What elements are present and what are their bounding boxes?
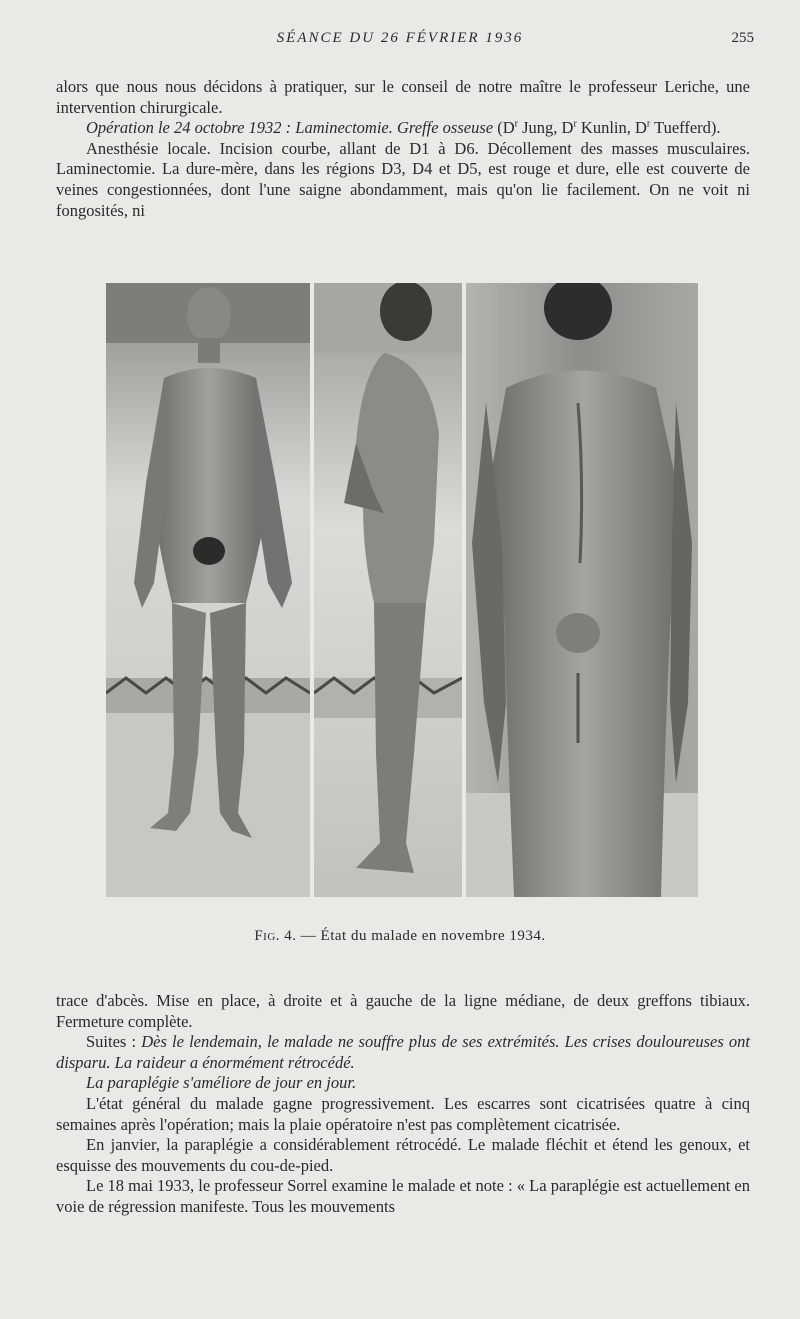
operation-text-b: Jung, D [517,118,574,138]
paragraph-suites [56,1032,750,1073]
superscript-r: r [646,118,651,130]
superscript-r: r [573,118,577,130]
photo-back-view [466,283,698,897]
paragraph-intro: alors que nous nous décidons à pratiquer, sur le conseil de notre maître le professeur Leriche, une intervention chirurgicale. [56,77,750,117]
paragraph-operation [56,118,750,139]
paragraph-general-state: L'état général du malade gagne progressivement. Les escarres sont cicatrisées quatre à cinq semaines après l'opération; mais la plaie opératoire n'est pas complètement cicatrisée. [56,1093,750,1134]
operation-text-a: (D [493,118,515,138]
figure-4-photographs [106,283,698,898]
suites-lead: Suites : [86,1032,142,1052]
paragraph-january: En janvier, la paraplégie a considérablement rétrocédé. Le malade fléchit et étend les genoux, et esquisse des mouvements du cou-de-pied. [56,1135,750,1175]
operation-text-c: Kunlin, D [576,118,647,138]
paragraph-may-1933: Le 18 mai 1933, le professeur Sorrel examine le malade et note : « La paraplégie est actuellement en voie de régression manifeste. Tous les mouvements [56,1176,750,1216]
paragraph-abscess: trace d'abcès. Mise en place, à droite et à gauche de la ligne médiane, de deux greffons tibiaux. Fermeture complète. [56,991,750,1031]
photo-side-view [314,283,462,897]
paragraph-anesthesia: Anesthésie locale. Incision courbe, allant de D1 à D6. Décollement des masses musculaires. Laminectomie. La dure-mère, dans les régions D3, D4 et D5, est rouge et dure, elle est couverte de veines congestionnées, dont l'une saigne abondamment, mais qu'on lie facilement. On ne voit ni fongosités, ni [56,138,750,220]
figure-caption [0,928,800,945]
suites-italic: Dès le lendemain, le malade ne souffre plus de ses extrémités. Les crises douloureuses ont disparu. La raideur a énormément rétrocédé. [56,1032,750,1072]
paragraph-paraplegia-improves: La paraplégie s'améliore de jour en jour. [86,1073,357,1093]
operation-text-d: Tuefferd). [650,118,721,138]
bottom-text-block [56,991,750,1218]
top-text-block [56,77,750,221]
superscript-r: r [514,118,518,130]
figure-label: Fig. 4. [254,928,297,944]
running-head-title: SÉANCE DU 26 FÉVRIER 1936 [276,30,524,46]
running-head [0,30,800,54]
operation-heading: Opération le 24 octobre 1932 : Laminectomie. Greffe osseuse [86,118,494,138]
figure-caption-text: — État du malade en novembre 1934. [296,928,546,944]
photo-front-view [106,283,310,897]
page-number: 255 [731,30,754,46]
